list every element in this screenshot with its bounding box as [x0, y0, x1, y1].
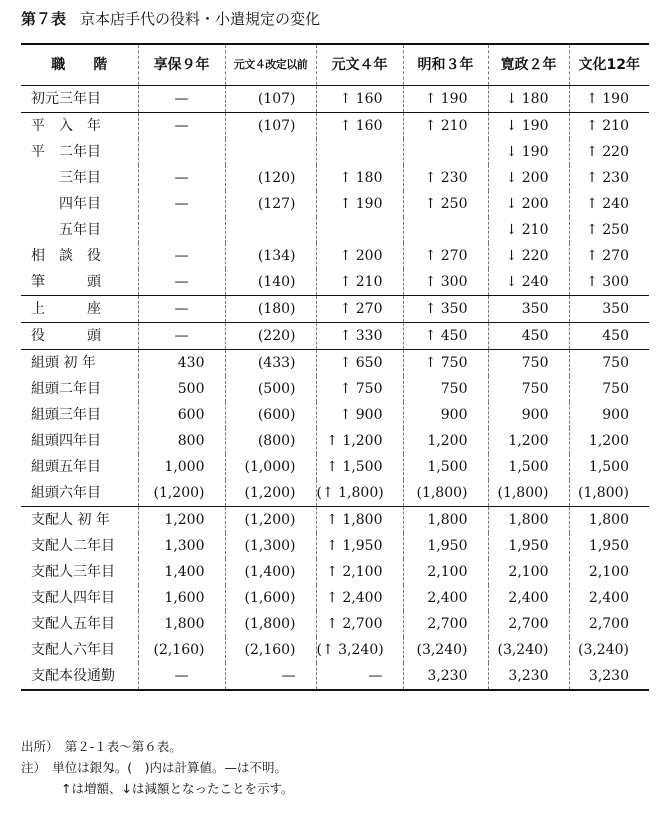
value-cell: 1,950: [403, 533, 488, 559]
row-label-cell: 組頭五年目: [31, 459, 101, 475]
value-cell: 2,400: [403, 585, 488, 611]
value-cell: ↑ 250: [403, 191, 488, 217]
value-cell: ↓ 180: [488, 86, 569, 113]
allowance-table: [21, 43, 649, 691]
value-cell: 3,230: [403, 663, 488, 690]
value-cell: ↓ 200: [488, 165, 569, 191]
value-cell: (107): [225, 113, 316, 140]
value-cell: —: [138, 323, 225, 350]
table-row: [21, 323, 649, 350]
value-cell: ↑ 750: [316, 376, 403, 402]
table-row: [21, 243, 649, 269]
value-cell: ↓ 240: [488, 269, 569, 296]
row-label-cell: 相 談 役: [31, 248, 101, 264]
header-cell: 元文４改定以前: [225, 44, 316, 86]
value-cell: 1,500: [403, 454, 488, 480]
value-cell: ↑ 270: [403, 243, 488, 269]
row-label-cell: 組頭三年目: [31, 407, 101, 423]
value-cell: [403, 139, 488, 165]
value-cell: 2,700: [488, 611, 569, 637]
table-row: [21, 350, 649, 377]
row-label-cell: 平 二年目: [31, 144, 101, 160]
value-cell: ↓ 190: [488, 113, 569, 140]
value-cell: [316, 139, 403, 165]
value-cell: (800): [225, 428, 316, 454]
value-cell: (1,400): [225, 559, 316, 585]
value-cell: ↑ 230: [569, 165, 649, 191]
value-cell: 1,200: [403, 428, 488, 454]
row-label-cell: 筆 頭: [31, 274, 101, 290]
value-cell: (↑ 3,240): [316, 637, 403, 663]
table-row: [21, 217, 649, 243]
row-label-cell: 支配人二年目: [31, 538, 115, 554]
table-row: [21, 139, 649, 165]
value-cell: (180): [225, 296, 316, 323]
header-cell: 明和３年: [403, 44, 488, 86]
value-cell: (1,200): [225, 507, 316, 534]
value-cell: 1,400: [138, 559, 225, 585]
value-cell: (3,240): [569, 637, 649, 663]
value-cell: 750: [569, 376, 649, 402]
value-cell: 1,800: [488, 507, 569, 534]
value-cell: —: [138, 165, 225, 191]
value-cell: 1,000: [138, 454, 225, 480]
value-cell: 1,200: [569, 428, 649, 454]
value-cell: 600: [138, 402, 225, 428]
row-label-cell: 支配人三年目: [31, 564, 115, 580]
row-label-cell: 役 頭: [21, 323, 138, 350]
value-cell: (134): [225, 243, 316, 269]
value-cell: —: [138, 86, 225, 113]
value-cell: —: [138, 191, 225, 217]
row-label-cell: 三年目: [31, 170, 101, 186]
table-row: [21, 585, 649, 611]
value-cell: ↑ 270: [316, 296, 403, 323]
value-cell: 350: [488, 296, 569, 323]
value-cell: (127): [225, 191, 316, 217]
row-label-cell: 支配人五年目: [31, 616, 115, 632]
value-cell: —: [225, 663, 316, 690]
value-cell: ↑ 240: [569, 191, 649, 217]
value-cell: [138, 217, 225, 243]
value-cell: 3,230: [569, 663, 649, 690]
table-row: [21, 454, 649, 480]
value-cell: 900: [403, 402, 488, 428]
table-row: [21, 113, 649, 140]
value-cell: ↑ 1,500: [316, 454, 403, 480]
value-cell: 500: [138, 376, 225, 402]
table-row: [21, 559, 649, 585]
row-label-cell: 平 入 年: [21, 113, 138, 140]
value-cell: 1,200: [138, 507, 225, 534]
value-cell: (1,000): [225, 454, 316, 480]
value-cell: (140): [225, 269, 316, 296]
value-cell: (600): [225, 402, 316, 428]
row-label-cell: 初元三年目: [31, 91, 101, 107]
table-caption: 京本店手代の役料・小遣規定の変化: [80, 10, 321, 28]
value-cell: 1,800: [403, 507, 488, 534]
header-cell: 文化12年: [569, 44, 649, 86]
table-row: [21, 611, 649, 637]
value-cell: 430: [138, 350, 225, 377]
value-cell: ↑ 2,100: [316, 559, 403, 585]
table-row: [21, 533, 649, 559]
value-cell: [403, 217, 488, 243]
value-cell: ↑ 650: [316, 350, 403, 377]
value-cell: 800: [138, 428, 225, 454]
value-cell: ↑ 2,400: [316, 585, 403, 611]
value-cell: —: [138, 296, 225, 323]
value-cell: —: [316, 663, 403, 690]
value-cell: (1,300): [225, 533, 316, 559]
header-cell: 元文４年: [316, 44, 403, 86]
header-row: [21, 44, 649, 86]
value-cell: (1,600): [225, 585, 316, 611]
row-label-cell: 四年目: [31, 196, 101, 212]
arrow-note: ↑は増額、↓は減額となったことを示す。: [61, 781, 294, 796]
value-cell: [316, 217, 403, 243]
table-row: [21, 428, 649, 454]
table-number: 第７表: [21, 10, 67, 28]
value-cell: (500): [225, 376, 316, 402]
value-cell: 1,500: [569, 454, 649, 480]
value-cell: (3,240): [403, 637, 488, 663]
value-cell: ↑ 200: [316, 243, 403, 269]
row-label-cell: 支配人六年目: [31, 642, 115, 658]
value-cell: —: [138, 663, 225, 690]
table-row: [21, 296, 649, 323]
header-cell: 職 階: [21, 44, 138, 86]
row-label-cell: 組頭二年目: [31, 381, 101, 397]
value-cell: (120): [225, 165, 316, 191]
value-cell: [225, 217, 316, 243]
value-cell: (1,200): [138, 480, 225, 507]
value-cell: —: [138, 269, 225, 296]
value-cell: ↑ 270: [569, 243, 649, 269]
value-cell: —: [138, 243, 225, 269]
value-cell: ↑ 450: [403, 323, 488, 350]
row-label-cell: 上 座: [21, 296, 138, 323]
value-cell: 450: [569, 323, 649, 350]
unit-note: 注） 単位は銀匁。( )内は計算値。—は不明。: [21, 760, 288, 775]
value-cell: ↑ 330: [316, 323, 403, 350]
value-cell: ↓ 200: [488, 191, 569, 217]
value-cell: (1,800): [403, 480, 488, 507]
value-cell: (1,200): [225, 480, 316, 507]
table-row: [21, 86, 649, 113]
value-cell: 1,200: [488, 428, 569, 454]
value-cell: 1,300: [138, 533, 225, 559]
value-cell: (2,160): [138, 637, 225, 663]
value-cell: ↓ 220: [488, 243, 569, 269]
header-cell: 享保９年: [138, 44, 225, 86]
value-cell: —: [138, 113, 225, 140]
table-row: [21, 663, 649, 690]
value-cell: 1,800: [138, 611, 225, 637]
value-cell: ↑ 220: [569, 139, 649, 165]
value-cell: 2,700: [569, 611, 649, 637]
row-label-cell: 支配人四年目: [31, 590, 115, 606]
value-cell: ↑ 190: [569, 86, 649, 113]
value-cell: ↑ 190: [316, 191, 403, 217]
row-label-cell: 五年目: [31, 222, 101, 238]
value-cell: ↑ 1,800: [316, 507, 403, 534]
table-body: [21, 86, 649, 691]
value-cell: 750: [488, 350, 569, 377]
source-note: 出所） 第２-１表～第６表。: [21, 739, 182, 754]
value-cell: 1,950: [569, 533, 649, 559]
row-label-cell: 組頭 初 年: [21, 350, 138, 377]
value-cell: 2,400: [569, 585, 649, 611]
table-row: [21, 191, 649, 217]
value-cell: ↑ 210: [569, 113, 649, 140]
row-label-cell: 組頭四年目: [31, 433, 101, 449]
value-cell: ↑ 300: [403, 269, 488, 296]
value-cell: (3,240): [488, 637, 569, 663]
value-cell: 3,230: [488, 663, 569, 690]
value-cell: ↑ 230: [403, 165, 488, 191]
value-cell: 2,100: [569, 559, 649, 585]
value-cell: 750: [403, 376, 488, 402]
table-row: [21, 402, 649, 428]
table-row: [21, 507, 649, 534]
value-cell: 2,100: [488, 559, 569, 585]
table-title: [21, 8, 320, 29]
value-cell: 450: [488, 323, 569, 350]
table-row: [21, 269, 649, 296]
value-cell: 900: [488, 402, 569, 428]
value-cell: 2,100: [403, 559, 488, 585]
value-cell: (1,800): [569, 480, 649, 507]
value-cell: 750: [569, 350, 649, 377]
value-cell: (1,800): [488, 480, 569, 507]
row-label-cell: 組頭六年目: [31, 485, 101, 501]
value-cell: 1,500: [488, 454, 569, 480]
value-cell: ↑ 750: [403, 350, 488, 377]
value-cell: (↑ 1,800): [316, 480, 403, 507]
value-cell: ↑ 160: [316, 113, 403, 140]
value-cell: ↑ 900: [316, 402, 403, 428]
footnotes: [21, 736, 293, 799]
table-row: [21, 376, 649, 402]
row-label-cell: 支配人 初 年: [21, 507, 138, 534]
header-cell: 寛政２年: [488, 44, 569, 86]
value-cell: 1,800: [569, 507, 649, 534]
value-cell: ↑ 210: [316, 269, 403, 296]
value-cell: 2,700: [403, 611, 488, 637]
value-cell: 1,950: [488, 533, 569, 559]
value-cell: ↑ 1,200: [316, 428, 403, 454]
value-cell: 750: [488, 376, 569, 402]
value-cell: ↑ 210: [403, 113, 488, 140]
value-cell: ↑ 250: [569, 217, 649, 243]
value-cell: [138, 139, 225, 165]
value-cell: [225, 139, 316, 165]
value-cell: 900: [569, 402, 649, 428]
value-cell: ↑ 2,700: [316, 611, 403, 637]
table-row: [21, 165, 649, 191]
value-cell: ↑ 190: [403, 86, 488, 113]
value-cell: ↓ 190: [488, 139, 569, 165]
value-cell: 1,600: [138, 585, 225, 611]
value-cell: (2,160): [225, 637, 316, 663]
value-cell: (433): [225, 350, 316, 377]
value-cell: ↑ 180: [316, 165, 403, 191]
table-row: [21, 637, 649, 663]
table-row: [21, 480, 649, 507]
value-cell: 2,400: [488, 585, 569, 611]
value-cell: ↓ 210: [488, 217, 569, 243]
value-cell: ↑ 160: [316, 86, 403, 113]
row-label-cell: 支配本役通勤: [21, 663, 138, 690]
value-cell: ↑ 1,950: [316, 533, 403, 559]
value-cell: (107): [225, 86, 316, 113]
value-cell: ↑ 350: [403, 296, 488, 323]
value-cell: (1,800): [225, 611, 316, 637]
value-cell: ↑ 300: [569, 269, 649, 296]
value-cell: 350: [569, 296, 649, 323]
value-cell: (220): [225, 323, 316, 350]
